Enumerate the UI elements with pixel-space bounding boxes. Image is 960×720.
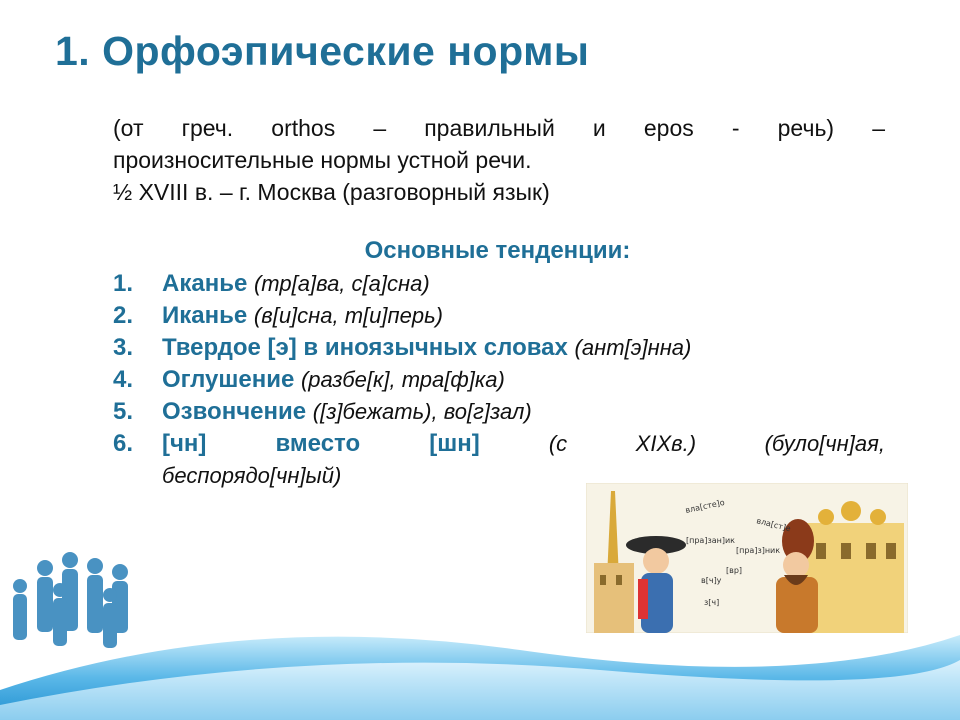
item-number: 3. [113,334,134,361]
item-example: ([з]бежать), во[г]зал) [312,399,532,424]
item-number: 5. [113,398,134,425]
illustration-word: вла[сте]о [684,497,726,515]
item-example: (тр[а]ва, с[а]сна) [253,271,430,296]
list-item [113,300,885,332]
item-term: Озвончение [162,398,307,425]
item-example: (разбе[к], тра[ф]ка) [300,367,505,392]
intro-text [113,112,885,208]
item-term: Аканье [162,270,248,297]
illustration-word: з[ч] [704,598,720,607]
list-item [113,396,885,428]
item-example: (ант[э]нна) [574,335,692,360]
list-item [113,332,885,364]
item-number: 2. [113,302,134,329]
item-term: Оглушение [162,366,295,393]
illustration-word: [пра]з]ник [736,546,781,555]
intro-line-2: произносительные нормы устной речи. [113,147,532,173]
people-silhouettes-icon [13,552,128,648]
item-number: 6. [113,430,134,457]
item-term: Иканье [162,302,248,329]
illustration-word: [вр] [726,566,743,575]
list-item [113,364,885,396]
item-term: Твердое [э] в иноязычных словах [162,334,568,361]
illustration-word: в[ч]у [701,576,722,585]
illustration-word: [пра]зан]ик [686,536,735,545]
item-number: 1. [113,270,134,297]
illustration-word: вла[ст]е [755,516,792,534]
tendencies-heading: Основные тенденции: [364,237,631,264]
intro-line-3: ½ XVIII в. – г. Москва (разговорный язык) [113,179,550,205]
tendencies-list [113,268,885,492]
item-example: (в[и]сна, т[и]перь) [253,303,443,328]
item-example-continued: беспорядо[чн]ый) [162,463,342,488]
item-number: 4. [113,366,134,393]
list-item [113,268,885,300]
slide-title: 1. Орфоэпические нормы [55,28,590,74]
intro-line-1: (от греч. orthos – правильный и epos - речь) – [113,115,885,141]
decorative-background [0,540,960,720]
item-line [162,428,885,460]
item-term: [чн] вместо [шн] [162,430,480,457]
item-example: (с XIXв.) (було[чн]ая, [548,431,885,456]
